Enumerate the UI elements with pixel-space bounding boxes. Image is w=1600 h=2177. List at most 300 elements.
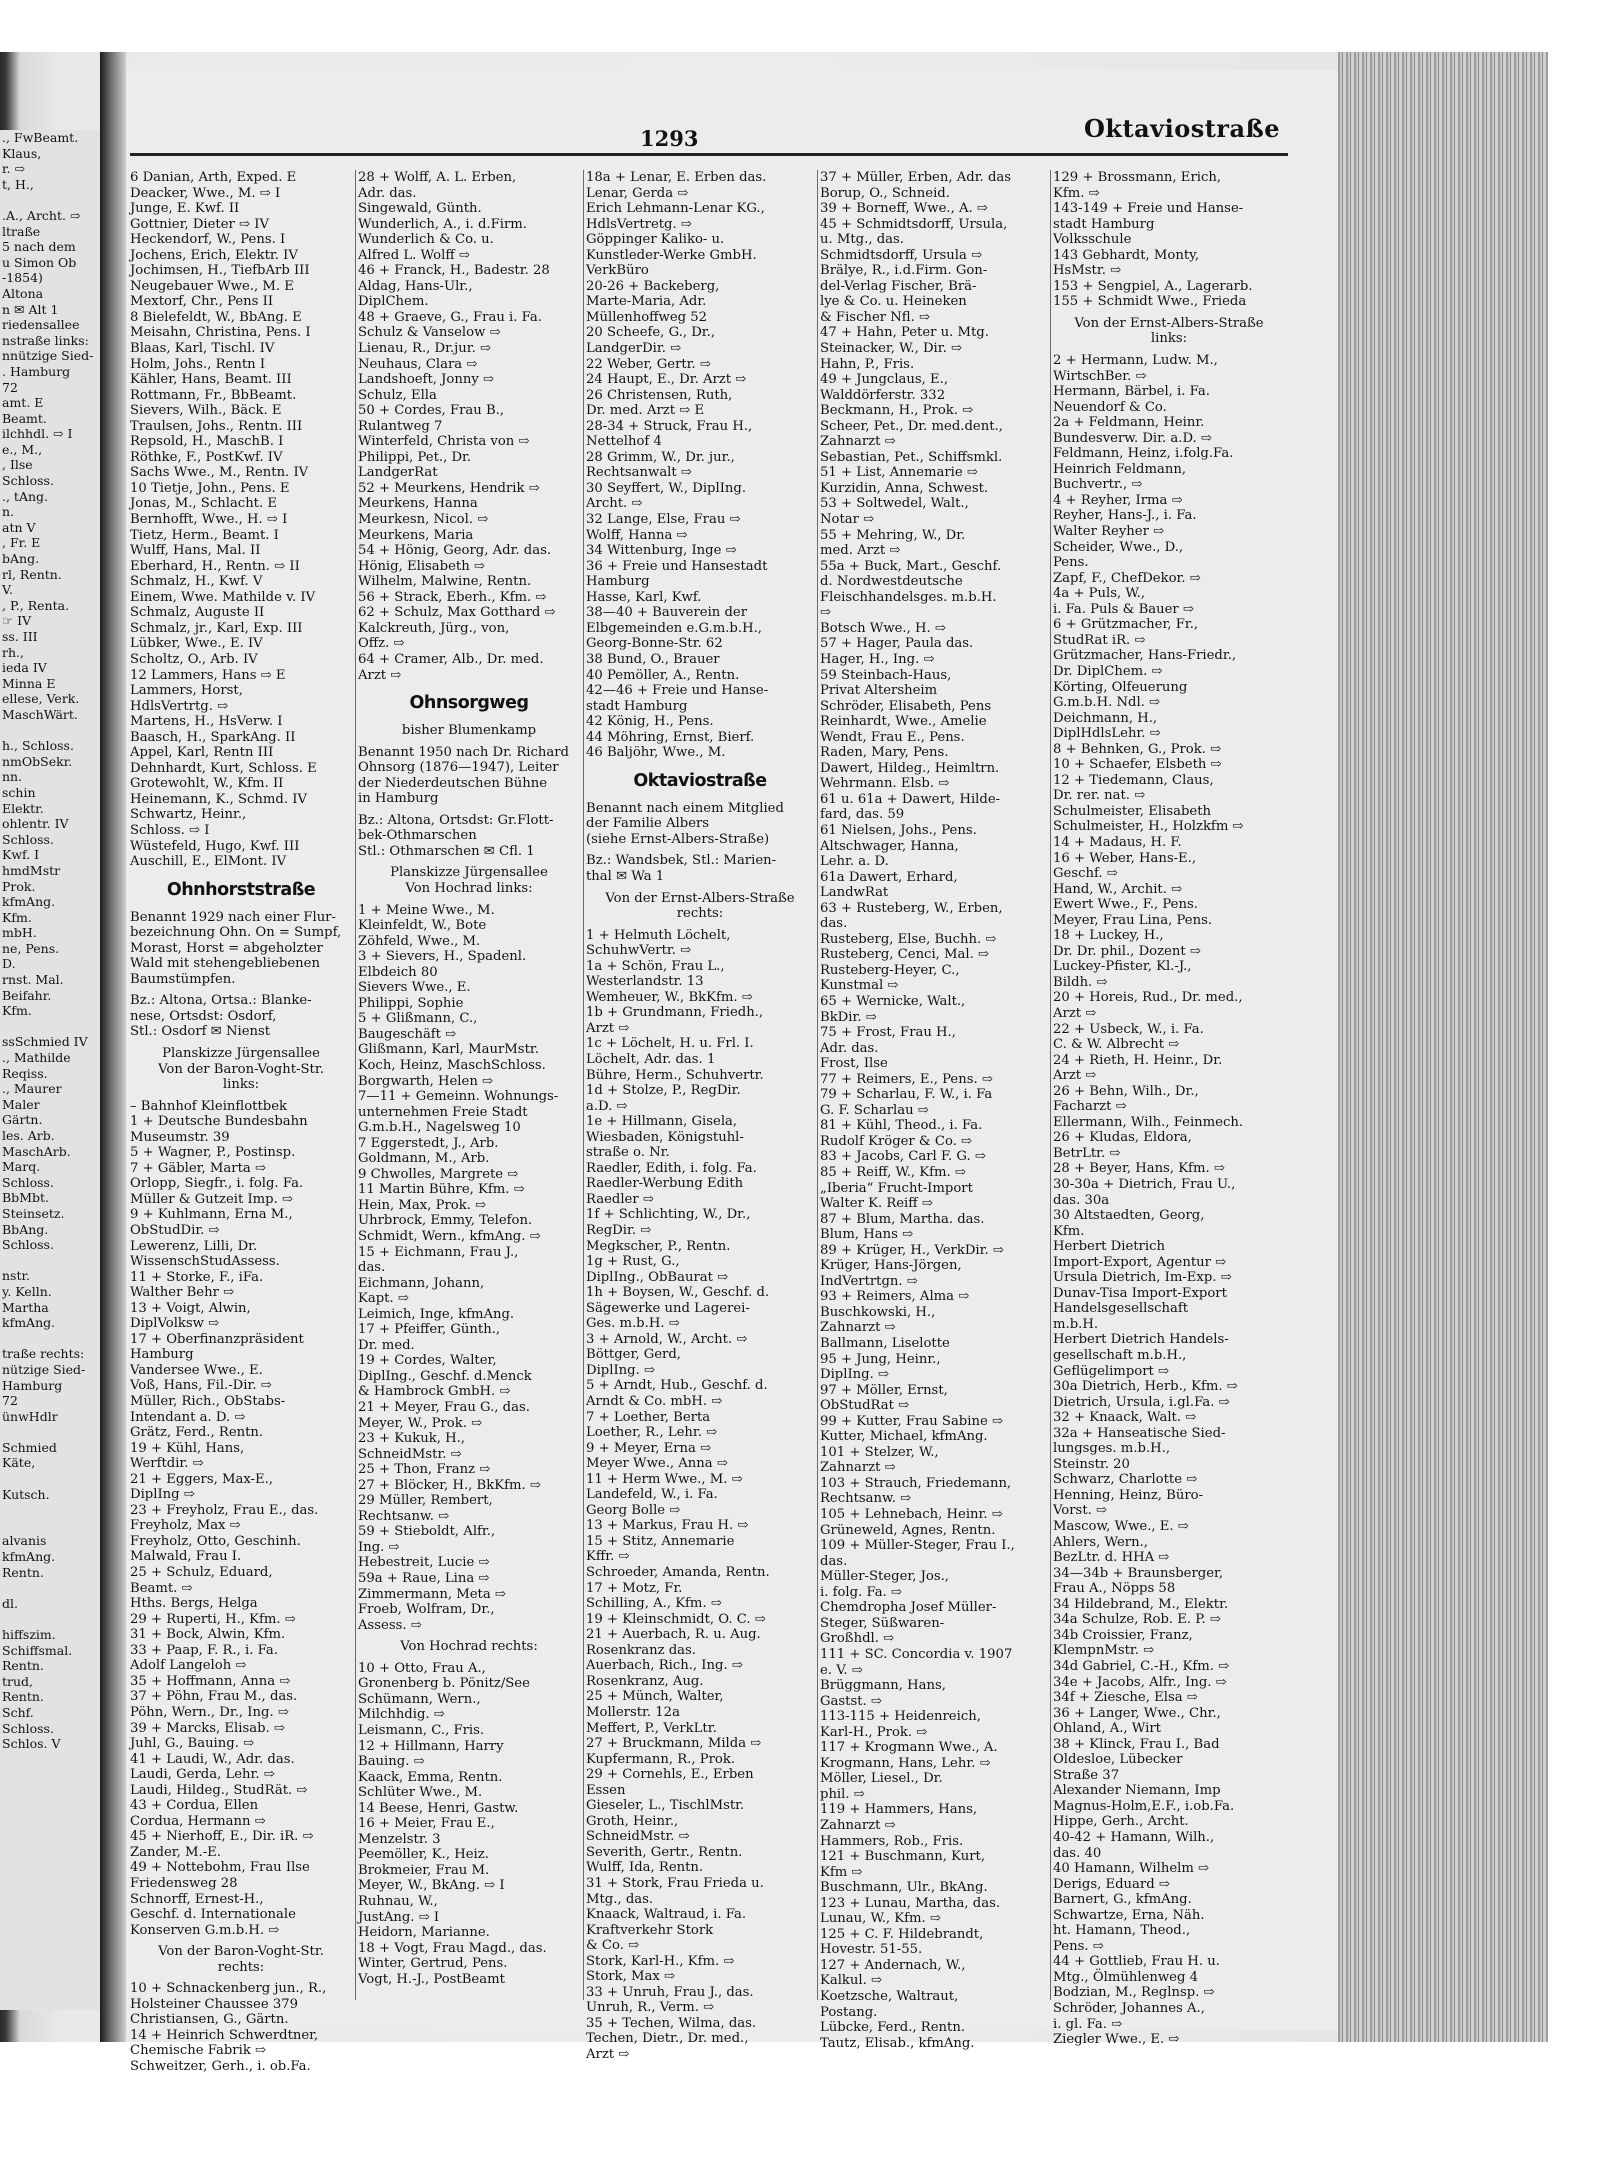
directory-entry-line: Nettelhof 4	[586, 434, 662, 450]
directory-entry-line: 10 + Schaefer, Elsbeth ⇨	[1053, 757, 1222, 773]
directory-entry-line: 97 + Möller, Ernst,	[820, 1382, 948, 1398]
directory-entry-line: lye & Co. u. Heineken	[820, 294, 967, 310]
directory-entry-line: 20 Scheefe, G., Dr.,	[586, 325, 716, 341]
left-page-line: Elektr.	[2, 800, 44, 816]
directory-entry-line: Scheider, Wwe., D.,	[1053, 539, 1184, 555]
directory-entry-line: 75 + Frost, Frau H.,	[820, 1025, 956, 1041]
directory-entry-line: das.	[358, 1260, 386, 1276]
directory-entry-line: Schilling, A., Kfm. ⇨	[586, 1596, 722, 1612]
directory-entry-line: WissenschStudAssess.	[130, 1254, 280, 1270]
directory-entry-line: Schmalz, jr., Karl, Exp. III	[130, 620, 303, 636]
directory-entry-line: Georg-Bonne-Str. 62	[586, 636, 723, 652]
directory-entry-line: Schulz, Ella	[358, 387, 437, 403]
directory-entry-line: Lenar, Gerda ⇨	[586, 185, 689, 201]
left-page-line: Gärtn.	[2, 1112, 43, 1128]
directory-entry-line: 65 + Wernicke, Walt.,	[820, 993, 966, 1009]
directory-entry-line: Jochimsen, H., TiefbArb III	[130, 263, 310, 279]
directory-entry-line: Zahnarzt ⇨	[820, 1460, 896, 1476]
directory-entry-line: 16 + Weber, Hans-E.,	[1053, 850, 1197, 866]
directory-entry-line: Dehnhardt, Kurt, Schloss. E	[130, 760, 317, 776]
directory-entry-line: Oldesloe, Lübecker	[1053, 1752, 1183, 1768]
directory-entry-line: unternehmen Freie Stadt	[358, 1104, 528, 1120]
directory-entry-line: Pens. ⇨	[1053, 1938, 1104, 1954]
left-page-line: V.	[2, 582, 13, 598]
directory-entry-line: Arzt ⇨	[586, 2046, 630, 2062]
directory-entry-line: 28 Grimm, W., Dr. jur.,	[586, 449, 735, 465]
directory-entry-line: Erich Lehmann-Lenar KG.,	[586, 201, 765, 217]
directory-entry-line: Borgwarth, Helen ⇨	[358, 1073, 494, 1089]
directory-entry-line: stadt Hamburg	[1053, 216, 1155, 232]
directory-entry-line: Dunav-Tisa Import-Export	[1053, 1285, 1227, 1301]
directory-entry-line: Vorst. ⇨	[1053, 1503, 1108, 1519]
left-page-line: ünwHdlr	[2, 1408, 58, 1424]
left-page-line: Kwf. I	[2, 847, 40, 863]
left-page-line: Kutsch.	[2, 1486, 50, 1502]
directory-entry-line: 1a + Schön, Frau L.,	[586, 958, 725, 974]
directory-entry-line: 8 + Behnken, G., Prok. ⇨	[1053, 741, 1222, 757]
directory-entry-line: Leimich, Inge, kfmAng.	[358, 1306, 515, 1322]
directory-entry-line: Neuendorf & Co.	[1053, 399, 1167, 415]
directory-entry-line: 23 + Freyholz, Frau E., das.	[130, 1502, 319, 1518]
directory-entry-line: „Iberia“ Frucht-Import	[820, 1180, 973, 1196]
directory-entry-line: Ursula Dietrich, Im-Exp. ⇨	[1053, 1270, 1232, 1286]
directory-entry-line: Philippi, Sophie	[358, 995, 464, 1011]
directory-entry-line: Konserven G.m.b.H. ⇨	[130, 1922, 280, 1938]
directory-entry-line: Raedler ⇨	[586, 1191, 654, 1207]
directory-entry-line: Bildh. ⇨	[1053, 974, 1108, 990]
left-page-line: ohlentr. IV	[2, 816, 69, 832]
left-page-line: ltraße	[2, 223, 41, 239]
directory-entry-line: Gieseler, L., TischlMstr.	[586, 1798, 745, 1814]
directory-entry-line: 38—40 + Bauverein der	[586, 605, 748, 621]
directory-entry-line: Ziegler Wwe., E. ⇨	[1053, 2032, 1180, 2048]
left-page-line: Prok.	[2, 878, 36, 894]
directory-entry-line: Sievers Wwe., E.	[358, 980, 471, 996]
directory-entry-line: Grüneweld, Agnes, Rentn.	[820, 1522, 996, 1538]
directory-entry-line: 12 + Hillmann, Harry	[358, 1738, 504, 1754]
directory-entry-line: Bz.: Wandsbek, Stl.: Marien-	[586, 853, 777, 869]
directory-entry-line: – Bahnhof Kleinflottbek	[130, 1098, 287, 1114]
directory-entry-line: VerkBüro	[586, 263, 649, 279]
directory-entry-line: Baasch, H., SparkAng. II	[130, 729, 296, 745]
left-page-line: traße rechts:	[2, 1346, 85, 1362]
directory-entry-line: Jonas, M., Schlacht. E	[130, 496, 277, 512]
directory-entry-line: 20-26 + Backeberg,	[586, 278, 720, 294]
street-heading: Ohnsorgweg	[409, 693, 529, 714]
directory-entry-line: Bundesverw. Dir. a.D. ⇨	[1053, 430, 1212, 446]
directory-entry-line: Martens, H., HsVerw. I	[130, 714, 283, 730]
directory-entry-line: Müller-Steger, Jos.,	[820, 1569, 949, 1585]
directory-entry-line: Volksschule	[1053, 232, 1132, 248]
directory-entry-line: Kalckreuth, Jürg., von,	[358, 620, 510, 636]
directory-entry-line: Schwarz, Charlotte ⇨	[1053, 1472, 1198, 1488]
directory-entry-line: 45 + Schmidtsdorff, Ursula,	[820, 216, 1008, 232]
directory-entry-line: 1c + Löchelt, H. u. Frl. I.	[586, 1036, 754, 1052]
left-page-line: Schlos. V	[2, 1736, 61, 1752]
directory-entry-line: Froeb, Wolfram, Dr.,	[358, 1602, 495, 1618]
directory-entry-line: Deacker, Wwe., M. ⇨ I	[130, 185, 281, 201]
directory-entry-line: Dr. med. Arzt ⇨ E	[586, 403, 705, 419]
directory-entry-line: Meyer Wwe., Anna ⇨	[586, 1456, 728, 1472]
directory-entry-line: Walddörferstr. 332	[820, 387, 946, 403]
left-page-line: riedensallee	[2, 317, 80, 333]
page-edge-stack	[1338, 52, 1548, 2042]
directory-entry-line: Borup, O., Schneid.	[820, 185, 950, 201]
directory-entry-line: Ewert Wwe., F., Pens.	[1053, 897, 1198, 913]
directory-entry-line: Kutter, Michael, kfmAng.	[820, 1429, 988, 1445]
directory-entry-line: Schloss. ⇨ I	[130, 822, 210, 838]
column-rule	[583, 170, 584, 2000]
directory-entry-line: 44 + Gottlieb, Frau H. u.	[1053, 1954, 1220, 1970]
directory-entry-line: HdlsVertretg. ⇨	[586, 216, 692, 232]
directory-entry-line: 9 + Meyer, Erna ⇨	[586, 1440, 712, 1456]
directory-entry-line: BetrLtr. ⇨	[1053, 1145, 1121, 1161]
directory-entry-line: Kunstmal ⇨	[820, 978, 899, 994]
directory-entry-line: 123 + Lunau, Martha, das.	[820, 1895, 1001, 1911]
directory-entry-line: Leismann, C., Fris.	[358, 1722, 485, 1738]
directory-entry-line: Geschf. ⇨	[1053, 866, 1118, 882]
directory-entry-line: & Hambrock GmbH. ⇨	[358, 1384, 511, 1400]
directory-entry-line: 34—34b + Braunsberger,	[1053, 1565, 1224, 1581]
directory-entry-line: 17 + Oberfinanzpräsident	[130, 1331, 304, 1347]
directory-entry-line: Notar ⇨	[820, 512, 875, 528]
directory-entry-line: 32 Lange, Else, Frau ⇨	[586, 512, 741, 528]
left-page-line: Steinsetz.	[2, 1205, 65, 1221]
left-page-line	[0, 723, 108, 739]
directory-entry-line: Mascow, Wwe., E. ⇨	[1053, 1519, 1189, 1535]
left-page-line: y. Kelln.	[2, 1283, 52, 1299]
directory-entry-line: 28 + Wolff, A. L. Erben,	[358, 170, 517, 185]
directory-entry-line: 83 + Jacobs, Carl F. G. ⇨	[820, 1149, 986, 1165]
left-page-line: n.	[2, 504, 15, 520]
directory-entry-line: 11 + Herm Wwe., M. ⇨	[586, 1471, 743, 1487]
directory-entry-line: 3 + Sievers, H., Spadenl.	[358, 949, 527, 965]
directory-entry-line: Frost, Ilse	[820, 1056, 888, 1072]
directory-entry-line: Mextorf, Chr., Pens II	[130, 294, 274, 310]
directory-entry-line: Wehrmann. Elsb. ⇨	[820, 776, 950, 792]
directory-entry-line: Barnert, G., kfmAng.	[1053, 1892, 1192, 1908]
directory-entry-line: Meyer, W., Prok. ⇨	[358, 1415, 483, 1431]
left-page-line: amt. E	[2, 395, 44, 411]
left-page-line: Hamburg	[2, 1377, 63, 1393]
left-page-line	[0, 1611, 108, 1627]
directory-entry-line: LandgerRat	[358, 465, 438, 481]
directory-entry-line: 105 + Lehnebach, Heinr. ⇨	[820, 1507, 1003, 1523]
directory-entry-line: Werftdir. ⇨	[130, 1456, 204, 1472]
directory-entry-line: u. Mtg., das.	[820, 232, 904, 248]
directory-entry-line: 77 + Reimers, E., Pens. ⇨	[820, 1071, 993, 1087]
left-page-line	[0, 1518, 108, 1534]
directory-entry-line: Unruh, R., Verm. ⇨	[586, 2000, 715, 2016]
directory-entry-line: SchneidMstr. ⇨	[586, 1829, 690, 1845]
directory-entry-line: 143 Gebhardt, Monty,	[1053, 247, 1200, 263]
directory-entry-line: 7—11 + Gemeinn. Wohnungs-	[358, 1089, 559, 1105]
section-subheading: rechts:	[217, 1959, 265, 1975]
directory-entry-line: 21 + Auerbach, R. u. Aug.	[586, 1627, 761, 1643]
directory-entry-line: i. gl. Fa. ⇨	[1053, 2016, 1123, 2032]
directory-entry-line: DiplIng ⇨	[130, 1487, 195, 1503]
directory-entry-line: Kffr. ⇨	[586, 1549, 630, 1565]
directory-entry-line: BezLtr. d. HHA ⇨	[1053, 1550, 1170, 1566]
directory-entry-line: 46 + Franck, H., Badestr. 28	[358, 263, 550, 279]
directory-entry-line: stadt Hamburg	[586, 698, 688, 714]
column-rule	[817, 170, 818, 2000]
left-page-line: Schloss.	[2, 1237, 54, 1253]
directory-entry-line: Dawert, Hildeg., Heimltrn.	[820, 760, 1000, 776]
directory-entry-line: 46 Baljöhr, Wwe., M.	[586, 745, 726, 761]
directory-entry-line: 34a Schulze, Rob. E. P. ⇨	[1053, 1612, 1221, 1628]
directory-entry-line: Böttger, Gerd,	[586, 1347, 681, 1363]
directory-entry-line: Menzelstr. 3	[358, 1831, 441, 1847]
directory-entry-line: Wemheuer, W., BkKfm. ⇨	[586, 989, 753, 1005]
directory-entry-line: Hammers, Rob., Fris.	[820, 1833, 964, 1849]
directory-entry-line: Stl.: Othmarschen ✉ Cfl. 1	[358, 843, 535, 859]
section-subheading: bisher Blumenkamp	[401, 723, 537, 739]
directory-entry-line: 20 + Horeis, Rud., Dr. med.,	[1053, 990, 1243, 1006]
directory-entry-line: das. 40	[1053, 1845, 1102, 1861]
directory-entry-line: 18 + Luckey, H.,	[1053, 928, 1164, 944]
left-page-line: ., FwBeamt.	[2, 130, 79, 145]
directory-entry-line: Tautz, Elisab., kfmAng.	[820, 2035, 975, 2051]
left-page-line	[0, 1424, 108, 1440]
directory-entry-line: DiplVolksw ⇨	[130, 1316, 220, 1332]
directory-entry-line: Fleischhandelsges. m.b.H.	[820, 589, 997, 605]
left-page-line: les. Arb.	[2, 1128, 55, 1143]
directory-entry-line: 3 + Arnold, W., Archt. ⇨	[586, 1331, 748, 1347]
directory-entry-line: 33 + Unruh, Frau J., das.	[586, 1984, 754, 2000]
directory-entry-line: 6 Danian, Arth, Exped. E	[130, 170, 297, 185]
directory-entry-line: 51 + List, Annemarie ⇨	[820, 465, 978, 481]
directory-entry-line: 5 + Wagner, P., Postinsp.	[130, 1145, 296, 1161]
left-page-line: 5 nach dem	[2, 239, 76, 255]
directory-entry-line: Körting, Olfeuerung	[1053, 679, 1188, 695]
directory-entry-line: 17 + Motz, Fr.	[586, 1580, 683, 1596]
directory-entry-line: 31 + Stork, Frau Frieda u.	[586, 1875, 764, 1891]
section-subheading: Planskizze Jürgensallee	[162, 1045, 320, 1061]
left-page-line: 72	[2, 1393, 18, 1409]
directory-entry-line: 109 + Müller-Steger, Frau I.,	[820, 1538, 1015, 1554]
directory-entry-line: Lunau, W., Kfm. ⇨	[820, 1911, 941, 1927]
directory-entry-line: Juhl, G., Bauing. ⇨	[130, 1736, 255, 1752]
directory-entry-line: Arzt ⇨	[1053, 1005, 1097, 1021]
directory-entry-line: Luckey-Pfister, Kl.-J.,	[1053, 959, 1192, 975]
directory-entry-line: 1e + Hillmann, Gisela,	[586, 1114, 738, 1130]
left-page-line: nmObSekr.	[2, 753, 73, 769]
directory-entry-line: 37 + Müller, Erben, Adr. das	[820, 170, 1012, 185]
directory-entry-line: Singewald, Günth.	[358, 201, 482, 217]
left-page-line: kfmAng.	[2, 1549, 56, 1565]
directory-entry-line: 43 + Cordua, Ellen	[130, 1798, 259, 1814]
directory-entry-line: Wiesbaden, Königstuhl-	[586, 1129, 744, 1145]
left-page-line: , Ilse	[2, 457, 33, 473]
directory-entry-line: 5 + Glißmann, C.,	[358, 1011, 478, 1027]
left-page-line: -1854)	[2, 270, 43, 286]
directory-entry-line: bezeichnung Ohn. On = Sumpf,	[130, 925, 342, 941]
left-page-line: Schiffsmal.	[2, 1642, 73, 1658]
directory-entry-line: Laudi, Hildeg., StudRät. ⇨	[130, 1782, 308, 1798]
directory-entry-line: 12 Lammers, Hans ⇨ E	[130, 667, 286, 683]
directory-entry-line: Ohnsorg (1876—1947), Leiter	[358, 760, 559, 776]
directory-entry-line: WirtschBer. ⇨	[1053, 368, 1147, 384]
left-page-line: D.	[2, 956, 16, 972]
directory-entry-line: lungsges. m.b.H.,	[1053, 1441, 1171, 1457]
directory-entry-line: 1d + Stolze, P., RegDir.	[586, 1083, 741, 1099]
directory-entry-line: Sievers, Wilh., Bäck. E	[130, 403, 282, 419]
directory-entry-line: 8 Bielefeldt, W., BbAng. E	[130, 309, 302, 325]
directory-entry-line: der Familie Albers	[586, 816, 710, 832]
book-gutter	[100, 52, 126, 2042]
directory-entry-line: Winterfeld, Christa von ⇨	[358, 434, 530, 450]
directory-entry-line: Mtg., das.	[586, 1891, 654, 1907]
directory-entry-line: Dr. rer. nat. ⇨	[1053, 788, 1146, 804]
directory-entry-line: 19 + Kleinschmidt, O. C. ⇨	[586, 1611, 766, 1627]
directory-entry-line: del-Verlag Fischer, Brä-	[820, 278, 977, 294]
directory-entry-line: LandgerDir. ⇨	[586, 341, 682, 357]
directory-entry-line: Kfm. ⇨	[1053, 185, 1100, 201]
directory-entry-line: Wunderlich, A., i. d.Firm.	[358, 216, 527, 232]
directory-entry-line: Kapt. ⇨	[358, 1291, 409, 1307]
left-page-line: atn V	[2, 519, 36, 535]
directory-entry-line: 55 + Mehring, W., Dr.	[820, 527, 966, 543]
directory-entry-line: Zahnarzt ⇨	[820, 434, 896, 450]
left-page-line: ne, Pens.	[2, 940, 60, 956]
column-rule	[1050, 170, 1051, 2000]
left-page-line: MaschWärt.	[2, 706, 78, 722]
left-page-line: Schmied	[2, 1439, 57, 1455]
directory-entry-line: Walther Behr ⇨	[130, 1285, 235, 1301]
directory-entry-line: 10 + Otto, Frau A.,	[358, 1660, 486, 1676]
directory-entry-line: Ballmann, Liselotte	[820, 1336, 950, 1352]
directory-entry-line: Einem, Wwe. Mathilde v. IV	[130, 589, 316, 605]
directory-entry-line: Grotewohlt, W., Kfm. II	[130, 776, 284, 792]
directory-entry-line: Rulantweg 7	[358, 418, 443, 434]
directory-entry-line: Chemische Fabrik ⇨	[130, 2043, 267, 2059]
section-subheading: rechts:	[676, 906, 724, 922]
directory-entry-line: Wunderlich & Co. u.	[358, 232, 494, 248]
directory-entry-line: 16 + Meier, Frau E.,	[358, 1816, 495, 1832]
directory-entry-line: Kaack, Emma, Rentn.	[358, 1769, 503, 1785]
directory-entry-line: 1 + Meine Wwe., M.	[358, 902, 495, 918]
directory-entry-line: Traulsen, Johs., Rentn. III	[130, 418, 303, 434]
directory-entry-line: Wilhelm, Malwine, Rentn.	[358, 574, 532, 590]
directory-entry-line: Hahn, P., Fris.	[820, 356, 915, 372]
directory-entry-line: Schroeder, Amanda, Rentn.	[586, 1565, 770, 1581]
directory-entry-line: Tietz, Herm., Beamt. I	[130, 527, 279, 543]
directory-entry-line: 4a + Puls, W.,	[1053, 586, 1146, 602]
directory-entry-line: 18 + Vogt, Frau Magd., das.	[358, 1940, 547, 1956]
directory-entry-line: der Niederdeutschen Bühne	[358, 775, 548, 791]
directory-entry-line: 129 + Brossmann, Erich,	[1053, 170, 1222, 185]
directory-entry-line: Lehr. a. D.	[820, 854, 889, 870]
directory-entry-line: Kupfermann, R., Prok.	[586, 1751, 736, 1767]
directory-entry-line: Buchvertr., ⇨	[1053, 477, 1143, 493]
directory-entry-line: Hebestreit, Lucie ⇨	[358, 1555, 490, 1571]
directory-entry-line: Raden, Mary, Pens.	[820, 745, 949, 761]
directory-entry-line: Ahlers, Wern.,	[1053, 1534, 1148, 1550]
directory-entry-line: das. 30a	[1053, 1192, 1110, 1208]
directory-entry-line: Beamt. ⇨	[130, 1580, 193, 1596]
directory-entry-line: StudRat iR. ⇨	[1053, 632, 1146, 648]
directory-entry-line: Steger, Süßwaren-	[820, 1615, 945, 1631]
directory-entry-line: 2a + Feldmann, Heinr.	[1053, 415, 1205, 431]
left-page-line	[0, 1019, 108, 1035]
directory-column-5	[1053, 170, 1285, 2048]
directory-entry-line: Kalkul. ⇨	[820, 1973, 883, 1989]
left-page-line: t, H.,	[2, 176, 34, 192]
directory-entry-line: HsMstr. ⇨	[1053, 263, 1122, 279]
directory-entry-line: ht. Hamann, Theod.,	[1053, 1923, 1191, 1939]
directory-entry-line: Rudolf Kröger & Co. ⇨	[820, 1133, 973, 1149]
directory-entry-line: Baugeschäft ⇨	[358, 1026, 457, 1042]
directory-entry-line: Techen, Dietr., Dr. med.,	[586, 2031, 749, 2047]
street-heading: Oktaviostraße	[633, 770, 767, 791]
directory-entry-line: Winter, Gertrud, Pens.	[358, 1956, 508, 1972]
directory-entry-line: Heidorn, Marianne.	[358, 1925, 490, 1941]
directory-entry-line: 101 + Stelzer, W.,	[820, 1444, 939, 1460]
directory-entry-line: Benannt nach einem Mitglied	[586, 800, 784, 816]
directory-column-1	[130, 170, 352, 2074]
directory-entry-line: Schulmeister, H., Holzkfm ⇨	[1053, 819, 1244, 835]
directory-entry-line: Reinhardt, Wwe., Amelie	[820, 714, 987, 730]
directory-entry-line: 26 Christensen, Ruth,	[586, 387, 733, 403]
directory-entry-line: Raedler-Werbung Edith	[586, 1176, 744, 1192]
directory-entry-line: Hand, W., Archit. ⇨	[1053, 881, 1183, 897]
directory-entry-line: 34b Croissier, Franz,	[1053, 1627, 1193, 1643]
directory-entry-line: 53 + Soltwedel, Walt.,	[820, 496, 969, 512]
directory-entry-line: Meurkesn, Nicol. ⇨	[358, 512, 489, 528]
directory-entry-line: Hager, H., Ing. ⇨	[820, 651, 935, 667]
directory-entry-line: IndVertrtgn. ⇨	[820, 1273, 918, 1289]
directory-entry-line: Vandersee Wwe., E.	[130, 1362, 263, 1378]
directory-entry-line: Loether, R., Lehr. ⇨	[586, 1425, 718, 1441]
directory-entry-line: 50 + Cordes, Frau B.,	[358, 403, 505, 419]
directory-entry-line: Essen	[586, 1782, 626, 1798]
directory-entry-line: Lübcke, Ferd., Rentn.	[820, 2020, 966, 2036]
directory-entry-line: 1h + Boysen, W., Geschf. d.	[586, 1285, 770, 1301]
left-page-line: r. ⇨	[2, 161, 26, 177]
directory-entry-line: DiplIng. ⇨	[820, 1367, 890, 1383]
directory-entry-line: e. V. ⇨	[820, 1662, 863, 1678]
directory-entry-line: 119 + Hammers, Hans,	[820, 1802, 978, 1818]
directory-entry-line: Eichmann, Johann,	[358, 1275, 485, 1291]
directory-entry-line: 34e + Jacobs, Alfr., Ing. ⇨	[1053, 1674, 1227, 1690]
directory-entry-line: Hönig, Elisabeth ⇨	[358, 558, 485, 574]
directory-entry-line: Baumstümpfen.	[130, 971, 236, 987]
directory-entry-line: 85 + Reiff, W., Kfm. ⇨	[820, 1165, 966, 1180]
running-head: Oktaviostraße	[1083, 114, 1280, 143]
left-page-line: Schloss.	[2, 831, 54, 847]
directory-entry-line: 14 Beese, Henri, Gastw.	[358, 1800, 519, 1816]
directory-entry-line: 99 + Kutter, Frau Sabine ⇨	[820, 1413, 1004, 1429]
directory-entry-line: Adolf Langeloh ⇨	[130, 1658, 247, 1674]
left-page-line: ., tAng.	[2, 488, 48, 504]
directory-entry-line: Friedensweg 28	[130, 1875, 238, 1891]
directory-entry-line: Zahnarzt ⇨	[820, 1817, 896, 1833]
directory-entry-line: 81 + Kühl, Theod., i. Fa.	[820, 1118, 983, 1134]
left-page-line: schin	[2, 784, 36, 800]
directory-entry-line: Intendant a. D. ⇨	[130, 1409, 246, 1425]
directory-entry-line: d. Nordwestdeutsche	[820, 574, 963, 590]
directory-entry-line: 61 u. 61a + Dawert, Hilde-	[820, 791, 1001, 807]
directory-entry-line: Neuhaus, Clara ⇨	[358, 356, 478, 372]
directory-entry-line: Rosenkranz das.	[586, 1642, 696, 1658]
directory-entry-line: das.	[820, 916, 848, 932]
left-page-line: ., Maurer	[2, 1081, 62, 1097]
directory-entry-line: Scholtz, O., Arb. IV	[130, 651, 258, 667]
directory-entry-line: 47 + Hahn, Peter u. Mtg.	[820, 325, 989, 341]
directory-entry-line: 63 + Rusteberg, W., Erben,	[820, 900, 1003, 916]
directory-entry-line: Junge, E. Kwf. II	[130, 201, 240, 217]
